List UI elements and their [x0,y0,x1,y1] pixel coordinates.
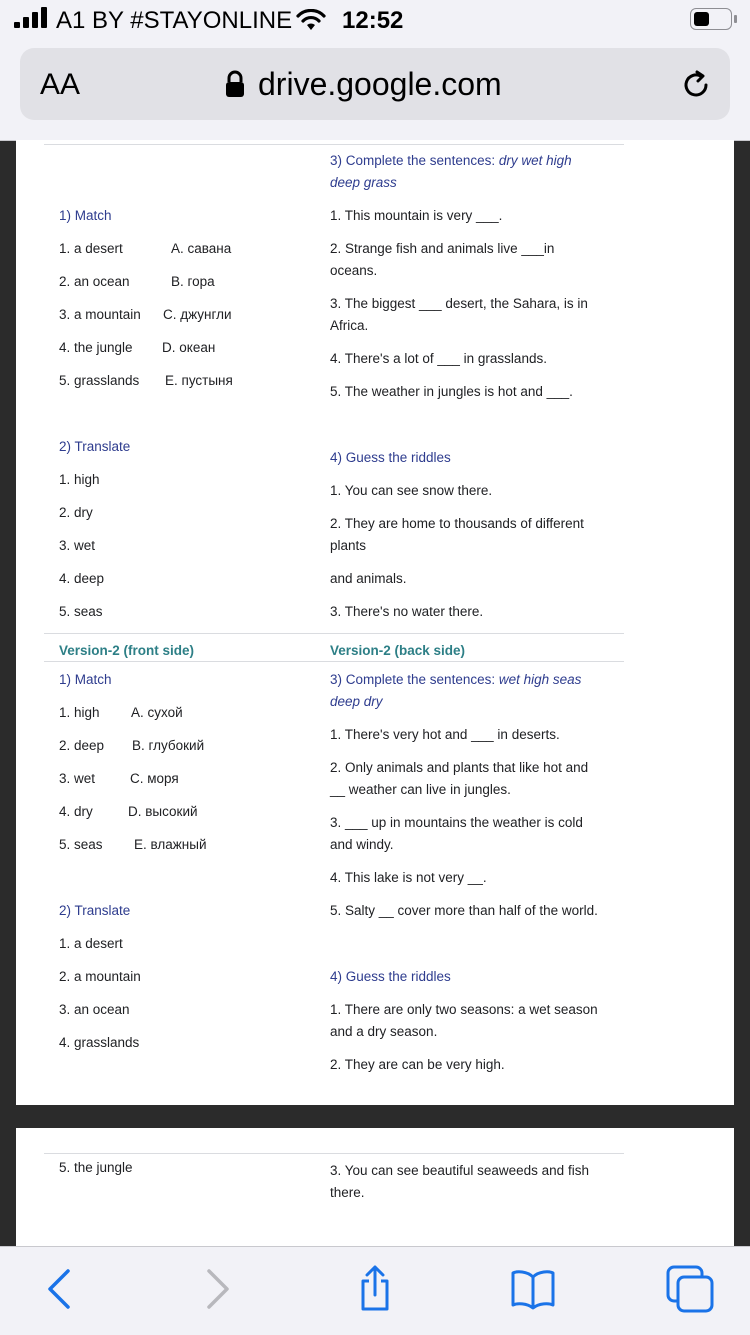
clock: 12:52 [342,7,404,34]
carrier-label: A1 BY #STAYONLINE [56,7,293,34]
v1-translate-item-2: 2. dry [59,505,93,520]
v1-riddles-header: 4) Guess the riddles [330,450,451,465]
v1-match-left-1: 1. a desert [59,241,123,256]
share-icon[interactable] [351,1265,399,1313]
reload-icon[interactable] [680,69,712,101]
v1-complete-words: deep grass [330,175,397,190]
status-bar [0,0,750,40]
v1-match-header: 1) Match [59,208,112,223]
v1-match-left-4: 4. the jungle [59,340,133,355]
v1-match-right-2: B. гора [171,274,215,289]
v2-match-left-3: 3. wet [59,771,96,786]
address-bar[interactable] [20,48,730,120]
wifi-icon [296,9,326,31]
v2-riddle-1-cont: and a dry season. [330,1024,438,1039]
v2-riddles-header: 4) Guess the riddles [330,969,451,984]
v1-riddle-2-cont2: and animals. [330,571,407,586]
v1-sentence-3-cont: Africa. [330,318,369,333]
v1-match-right-4: D. океан [162,340,216,355]
v1-match-left-3: 3. a mountain [59,307,141,322]
v2-match-right-1: A. сухой [131,705,183,720]
v2-translate-item-2: 2. a mountain [59,969,141,984]
document-page-2 [16,1128,734,1246]
v2-match-left-4: 4. dry [59,804,93,819]
forward-icon[interactable] [193,1265,241,1313]
v2-translate-item-3: 3. an ocean [59,1002,130,1017]
v2-translate-item-4: 4. grasslands [59,1035,140,1050]
v2-translate-item-1: 1. a desert [59,936,123,951]
v1-translate-header: 2) Translate [59,439,131,454]
v2-sentence-5: 5. Salty __ cover more than half of the world. [330,903,598,918]
v2-translate-item-5: 5. the jungle [59,1160,133,1175]
v2-sentence-1: 1. There's very hot and ___ in deserts. [330,727,560,742]
v2-translate-header: 2) Translate [59,903,131,918]
v2-match-right-4: D. высокий [128,804,198,819]
v2-complete-header: 3) Complete the sentences: wet high seas [330,672,582,687]
v2-match-right-3: C. моря [130,771,179,786]
v1-translate-item-4: 4. deep [59,571,105,586]
v1-sentence-2: 2. Strange fish and animals live ___in [330,241,555,256]
signal-icon [14,0,48,40]
v1-complete-header: 3) Complete the sentences: dry wet high [330,153,572,168]
v2-match-right-2: B. глубокий [132,738,205,753]
v2-sentence-4: 4. This lake is not very __. [330,870,487,885]
v1-riddle-3: 3. There's no water there. [330,604,484,619]
v1-sentence-1: 1. This mountain is very ___. [330,208,503,223]
tabs-icon[interactable] [666,1265,714,1313]
v1-match-right-3: C. джунгли [163,307,232,322]
v1-match-right-5: E. пустыня [165,373,233,388]
v2-match-header: 1) Match [59,672,112,687]
v2-match-left-5: 5. seas [59,837,103,852]
v2-riddle-3-cont: there. [330,1185,365,1200]
v1-sentence-5: 5. The weather in jungles is hot and ___. [330,384,573,399]
url-text[interactable]: drive.google.com [258,66,502,102]
v2-sentence-2: 2. Only animals and plants that like hot and [330,760,589,775]
v2-front-label: Version-2 (front side) [59,643,195,658]
v2-sentence-3: 3. ___ up in mountains the weather is cold [330,815,583,830]
v1-match-left-5: 5. grasslands [59,373,140,388]
v1-translate-item-1: 1. high [59,472,100,487]
v1-translate-item-3: 3. wet [59,538,96,553]
lock-icon [224,70,246,98]
battery-icon [690,8,736,30]
v2-riddle-1: 1. There are only two seasons: a wet season [330,1002,598,1017]
v1-riddle-2-cont: plants [330,538,367,553]
v1-sentence-3: 3. The biggest ___ desert, the Sahara, is in [330,296,588,311]
v1-match-right-1: A. савана [171,241,232,256]
v1-match-left-2: 2. an ocean [59,274,130,289]
v2-match-right-5: E. влажный [134,837,207,852]
v1-riddle-2: 2. They are home to thousands of different [330,516,584,531]
v2-match-left-1: 1. high [59,705,100,720]
v1-translate-item-5: 5. seas [59,604,103,619]
reader-options-button[interactable]: AA [40,68,81,101]
v1-riddle-1: 1. You can see snow there. [330,483,493,498]
bookmarks-icon[interactable] [509,1265,557,1313]
v2-match-left-2: 2. deep [59,738,105,753]
divider [44,1153,624,1154]
browser-toolbar [0,1246,750,1335]
v2-sentence-3-cont: and windy. [330,837,394,852]
v1-sentence-2-cont: oceans. [330,263,378,278]
document-page-1 [16,140,734,1105]
divider [44,633,624,634]
v2-sentence-2-cont: __ weather can live in jungles. [330,782,511,797]
browser-bar [0,40,750,141]
divider [44,144,624,145]
back-icon[interactable] [36,1265,84,1313]
divider [44,661,624,662]
v2-riddle-3: 3. You can see beautiful seaweeds and fish [330,1163,589,1178]
v2-riddle-2: 2. They are can be very high. [330,1057,505,1072]
v1-sentence-4: 4. There's a lot of ___ in grasslands. [330,351,547,366]
v2-complete-words: deep dry [330,694,383,709]
v2-back-label: Version-2 (back side) [330,643,466,658]
